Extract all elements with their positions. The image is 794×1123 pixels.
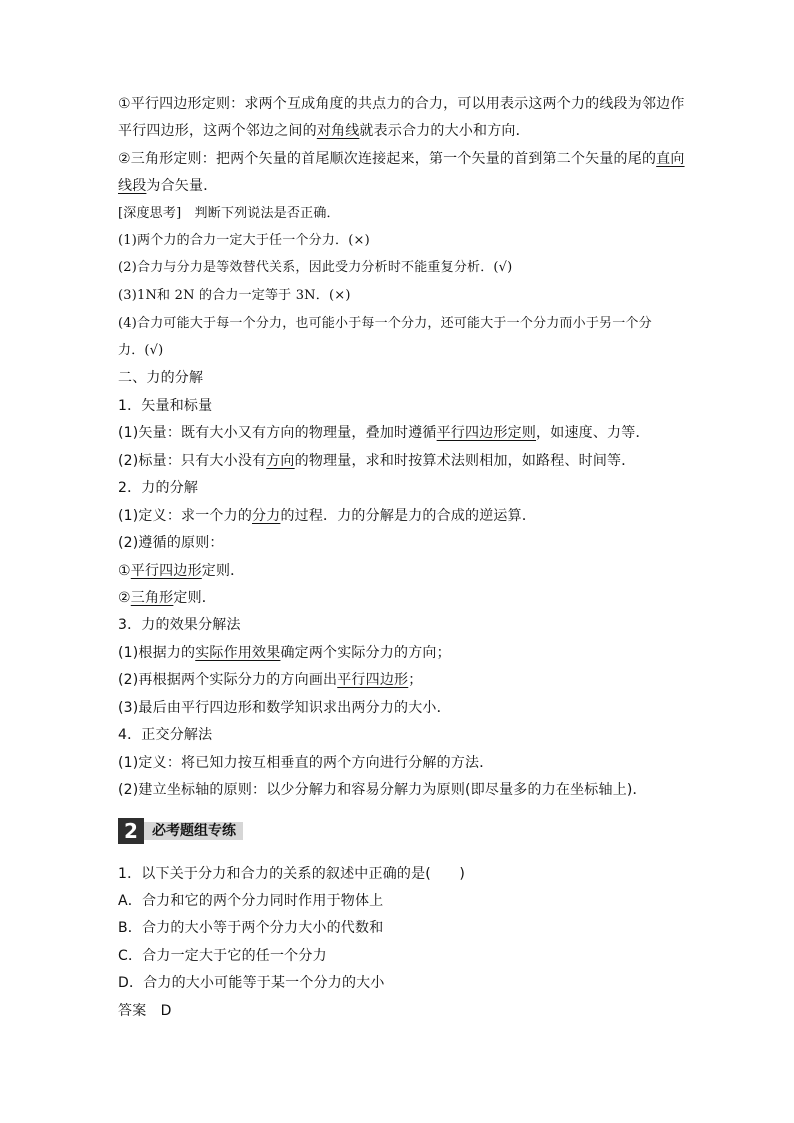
underlined-term: 分力 xyxy=(252,508,281,524)
question-stem: 1．以下关于分力和合力的关系的叙述中正确的是( ) xyxy=(118,866,466,882)
effect-step-3: (3)最后由平行四边形和数学知识求出两分力的大小． xyxy=(118,700,451,716)
underlined-term: 三角形 xyxy=(130,590,174,606)
decomposition-principles: (2)遵循的原则： xyxy=(118,535,224,551)
underlined-term: 方向 xyxy=(266,453,295,469)
effect-step-2: (2)再根据两个实际分力的方向画出平行四边形； xyxy=(118,672,423,688)
option-d: D．合力的大小可能等于某一个分力的大小 xyxy=(118,975,385,991)
orthogonal-definition: (1)定义：将已知力按互相垂直的两个方向进行分解的方法． xyxy=(118,755,494,771)
parallelogram-rule-line-2: 平行四边形，这两个邻边之间的对角线就表示合力的大小和方向． xyxy=(118,123,530,139)
option-c: C．合力一定大于它的任一个分力 xyxy=(118,948,327,964)
deep-thinking-title: [深度思考] 判断下列说法是否正确． xyxy=(118,206,340,221)
section-title: 二、力的分解 xyxy=(118,370,204,386)
judgement-item-1: (1)两个力的合力一定大于任一个分力．(×) xyxy=(118,233,370,248)
heading-force-decomposition: 2．力的分解 xyxy=(118,480,199,496)
heading-vector-scalar: 1．矢量和标量 xyxy=(118,398,213,414)
underlined-term: 实际作用效果 xyxy=(195,645,281,661)
decomposition-definition: (1)定义：求一个力的分力的过程．力的分解是力的合成的逆运算． xyxy=(118,508,537,524)
parallelogram-rule-line-1: ①平行四边形定则：求两个互成角度的共点力的合力，可以用表示这两个力的线段为邻边作 xyxy=(118,96,685,112)
option-b: B．合力的大小等于两个分力大小的代数和 xyxy=(118,920,384,936)
judgement-item-4: (4)合力可能大于每一个分力，也可能小于每一个分力，还可能大于一个分力而小于另一个分 xyxy=(118,316,652,331)
underlined-term: 平行四边形定则 xyxy=(436,425,537,441)
option-a: A．合力和它的两个分力同时作用于物体上 xyxy=(118,893,384,909)
vector-definition: (1)矢量：既有大小又有方向的物理量，叠加时遵循平行四边形定则，如速度、力等． xyxy=(118,425,650,441)
judgement-item-4-cont: 力．(√) xyxy=(118,343,164,358)
heading-orthogonal-method: 4．正交分解法 xyxy=(118,727,213,743)
section-banner xyxy=(118,818,243,844)
judgement-item-2: (2)合力与分力是等效替代关系，因此受力分析时不能重复分析．(√) xyxy=(118,260,513,275)
principle-parallelogram: ①平行四边形定则． xyxy=(118,563,245,579)
judgement-item-3: (3)1N和 2N 的合力一定等于 3N．(×) xyxy=(118,288,351,303)
banner-number: 2 xyxy=(118,818,144,844)
banner-title: 必考题组专练 xyxy=(152,823,236,839)
principle-triangle: ②三角形定则． xyxy=(118,590,216,606)
scalar-definition: (2)标量：只有大小没有方向的物理量，求和时按算术法则相加，如路程、时间等． xyxy=(118,453,636,469)
heading-effect-method: 3．力的效果分解法 xyxy=(118,617,241,633)
underlined-term: 平行四边形 xyxy=(130,563,202,579)
underlined-term: 平行四边形 xyxy=(337,672,409,688)
orthogonal-axis-principle: (2)建立坐标轴的原则：以少分解力和容易分解力为原则(即尽量多的力在坐标轴上)． xyxy=(118,782,647,798)
answer-line: 答案 D xyxy=(118,1003,172,1019)
effect-step-1: (1)根据力的实际作用效果确定两个实际分力的方向； xyxy=(118,645,451,661)
underlined-term: 对角线 xyxy=(316,123,360,139)
triangle-rule-line-1: ②三角形定则：把两个矢量的首尾顺次连接起来，第一个矢量的首到第二个矢量的尾的直向 xyxy=(118,151,685,167)
underlined-term: 直向 xyxy=(656,151,685,167)
triangle-rule-line-2: 线段为合矢量． xyxy=(118,178,218,194)
underlined-term: 线段 xyxy=(118,178,147,194)
